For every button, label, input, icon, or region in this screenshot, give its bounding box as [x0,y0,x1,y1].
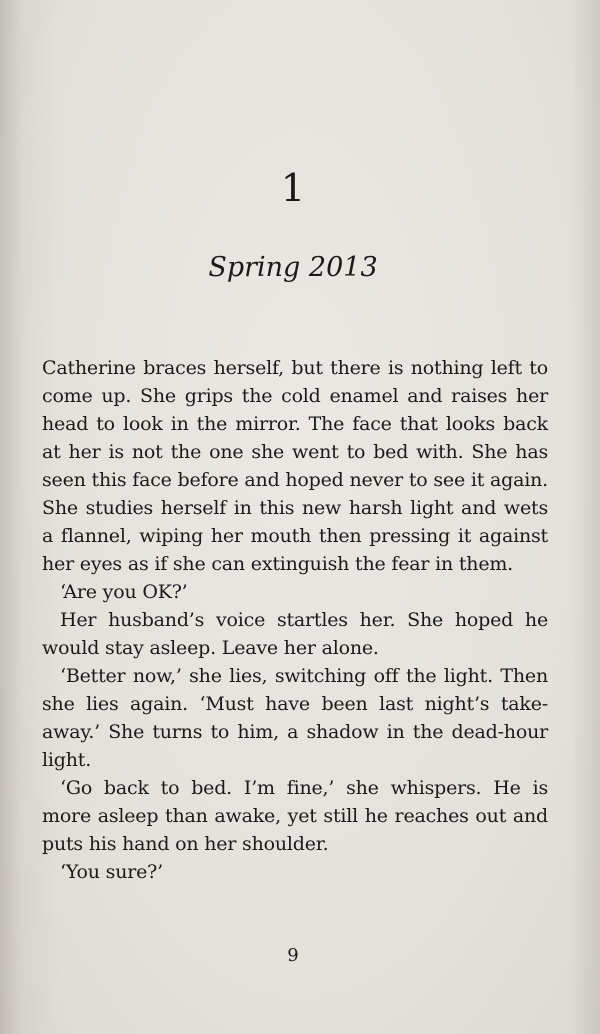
page-number: 9 [287,945,299,966]
body-text [42,354,548,886]
paragraph: ‘You sure?’ [60,861,163,883]
chapter-number: 1 [280,166,306,210]
paragraph: ‘Are you OK?’ [60,581,188,603]
paragraph: Catherine braces herself, but there is nothing left to come up. She grips the cold enamel and raises her head to look in the mirror. The face that looks back at her is not the one she went to bed with. She has seen this face before and hoped never to see it again. She studies herself in this new harsh light and wets a flannel, wiping her mouth then pressing it against her eyes as if she can extinguish the fear in them. [42,357,548,575]
paragraph: Her husband’s voice startles her. She hoped he would stay asleep. Leave her alone. [42,609,548,659]
paragraph: ‘Go back to bed. I’m fine,’ she whispers. He is more asleep than awake, yet still he reaches out and puts his hand on her shoulder. [42,777,548,855]
chapter-title: Spring 2013 [208,252,378,283]
paragraph: ‘Better now,’ she lies, switching off the light. Then she lies again. ‘Must have been last night’s take-away.’ She turns to him, a shadow in the dead-hour light. [42,665,548,771]
